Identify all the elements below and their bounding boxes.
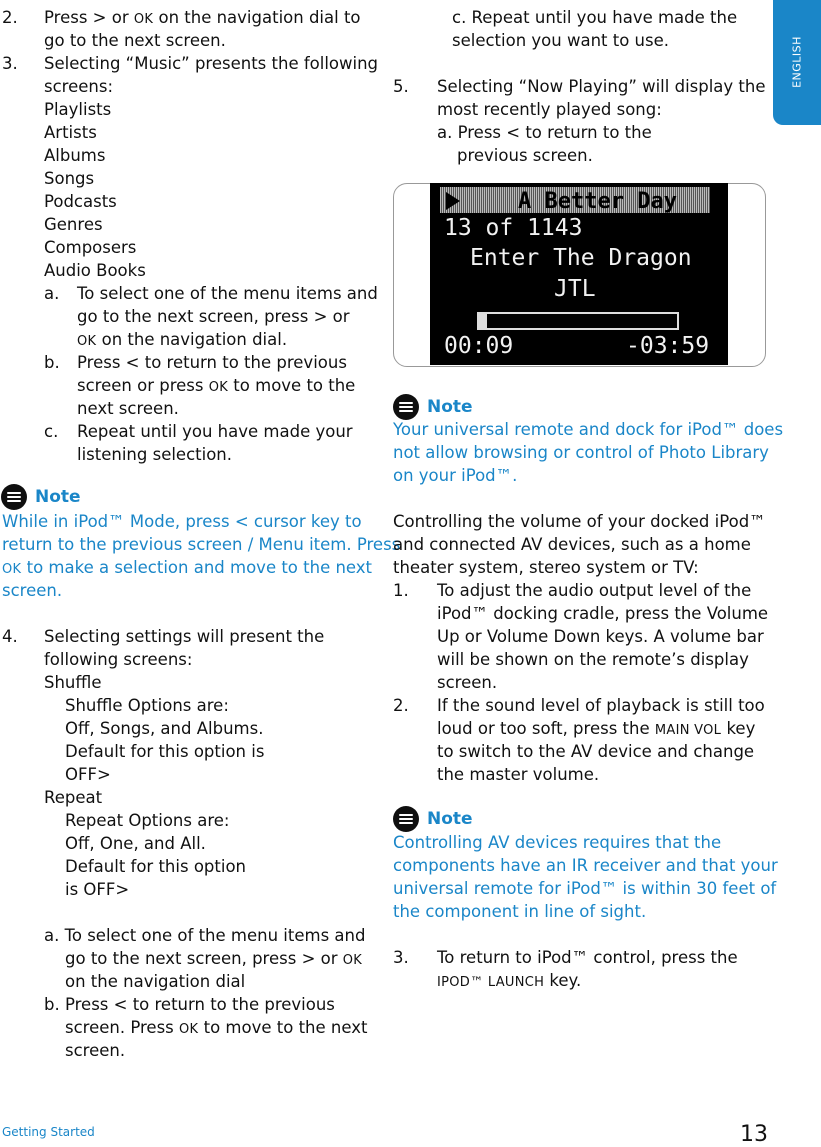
item-text: If the sound level of playback is still too (437, 696, 765, 715)
note-heading (1, 484, 81, 510)
sub-text: Repeat until you have made your (77, 422, 353, 441)
setting-name: Shuffle (44, 673, 102, 692)
album-name: Enter The Dragon (470, 245, 692, 271)
sub-text: previous screen. (457, 146, 593, 165)
setting-detail: Off, Songs, and Albums. (65, 719, 264, 738)
setting-detail: Repeat Options are: (65, 811, 230, 830)
note-text: on your iPod™. (393, 466, 518, 485)
item-number: 3. (2, 54, 18, 73)
note-text: return to the previous screen / Menu item. Press (2, 535, 401, 554)
setting-detail: Shuffle Options are: (65, 696, 229, 715)
paragraph-text: and connected AV devices, such as a home (393, 535, 751, 554)
item-number: 1. (393, 581, 409, 600)
item-text: the master volume. (437, 765, 600, 784)
title-bar (440, 187, 710, 213)
sub-text: a. To select one of the menu items and (44, 926, 366, 945)
item-text: loud or too soft, press the MAIN VOL key (437, 719, 756, 738)
sub-label: c. (44, 422, 59, 441)
note-icon (393, 394, 419, 420)
item-text: Up or Volume Down keys. A volume bar (437, 627, 764, 646)
item-number: 2. (2, 8, 18, 27)
setting-detail: Off, One, and All. (65, 834, 206, 853)
note-text: screen. (2, 581, 63, 600)
sub-text: Press < to return to the previous (77, 353, 347, 372)
sub-text: OK on the navigation dial. (77, 330, 288, 349)
sub-text: c. Repeat until you have made the (452, 8, 738, 27)
setting-detail: Default for this option (65, 857, 246, 876)
remaining-time: -03:59 (626, 333, 710, 359)
item-text: iPod™ docking cradle, press the Volume (437, 604, 769, 623)
sub-text: screen. Press OK to move to the next (65, 1018, 368, 1037)
sub-text: listening selection. (77, 445, 233, 464)
item-text: Selecting “Now Playing” will display the (437, 77, 766, 96)
progress-bar (477, 312, 679, 330)
item-text: Selecting “Music” presents the following (44, 54, 379, 73)
setting-detail: Default for this option is (65, 742, 265, 761)
list-item: Albums (44, 146, 106, 165)
sub-text: go to the next screen, press > or (77, 307, 350, 326)
sub-text: next screen. (77, 399, 179, 418)
item-text: will be shown on the remote’s display (437, 650, 749, 669)
elapsed-time: 00:09 (444, 333, 514, 359)
item-number: 5. (393, 77, 409, 96)
page-number: 13 (740, 1122, 768, 1147)
note-title: Note (427, 397, 473, 417)
note-title: Note (427, 809, 473, 829)
note-text: Your universal remote and dock for iPod™ does (393, 420, 784, 439)
item-number: 4. (2, 627, 18, 646)
sub-text: on the navigation dial (65, 972, 246, 991)
note-icon (393, 806, 419, 832)
sub-text: b. Press < to return to the previous (44, 995, 335, 1014)
paragraph-text: theater system, stereo system or TV: (393, 558, 699, 577)
sub-text: screen. (65, 1041, 126, 1060)
note-text: universal remote for iPod™ is within 30 feet of (393, 879, 777, 898)
sub-text: go to the next screen, press > or OK (65, 949, 363, 968)
note-text: While in iPod™ Mode, press < cursor key to (2, 512, 362, 531)
note-heading (393, 806, 473, 832)
sub-text: screen or press OK to move to the (77, 376, 356, 395)
now-playing-display (430, 183, 728, 365)
sub-text: To select one of the menu items and (77, 284, 378, 303)
item-text: screens: (44, 77, 114, 96)
play-icon (446, 192, 460, 210)
sub-text: selection you want to use. (452, 31, 670, 50)
item-text: to switch to the AV device and change (437, 742, 755, 761)
item-text: screen. (437, 673, 498, 692)
language-tab (773, 0, 821, 125)
note-heading (393, 394, 473, 420)
track-count: 13 of 1143 (444, 215, 583, 241)
note-title: Note (35, 487, 81, 507)
setting-detail: OFF> (65, 765, 111, 784)
item-text: To return to iPod™ control, press the (437, 948, 738, 967)
list-item: Songs (44, 169, 95, 188)
setting-detail: is OFF> (65, 880, 130, 899)
item-text: most recently played song: (437, 100, 662, 119)
setting-name: Repeat (44, 788, 103, 807)
list-item: Playlists (44, 100, 112, 119)
sub-label: b. (44, 353, 60, 372)
list-item: Artists (44, 123, 97, 142)
item-number: 3. (393, 948, 409, 967)
progress-fill (479, 314, 487, 328)
note-text: not allow browsing or control of Photo Library (393, 443, 769, 462)
sub-text: a. Press < to return to the (437, 123, 652, 142)
note-icon (1, 484, 27, 510)
item-text: Press > or OK on the navigation dial to (44, 8, 361, 27)
item-text: following screens: (44, 650, 193, 669)
song-title: A Better Day (518, 189, 677, 214)
item-text: go to the next screen. (44, 31, 226, 50)
artist-name: JTL (554, 276, 596, 302)
paragraph-text: Controlling the volume of your docked iPod™ (393, 512, 766, 531)
list-item: Genres (44, 215, 103, 234)
item-text: Selecting settings will present the (44, 627, 325, 646)
footer-section: Getting Started (2, 1125, 95, 1139)
note-text: OK to make a selection and move to the next (2, 558, 373, 577)
item-number: 2. (393, 696, 409, 715)
item-text: To adjust the audio output level of the (437, 581, 752, 600)
item-text: IPOD™ LAUNCH key. (437, 971, 582, 990)
list-item: Audio Books (44, 261, 146, 280)
note-text: the component in line of sight. (393, 902, 647, 921)
language-tab-label: ENGLISH (790, 36, 804, 88)
note-text: Controlling AV devices requires that the (393, 833, 722, 852)
list-item: Composers (44, 238, 137, 257)
note-text: components have an IR receiver and that your (393, 856, 778, 875)
sub-label: a. (44, 284, 60, 303)
list-item: Podcasts (44, 192, 117, 211)
